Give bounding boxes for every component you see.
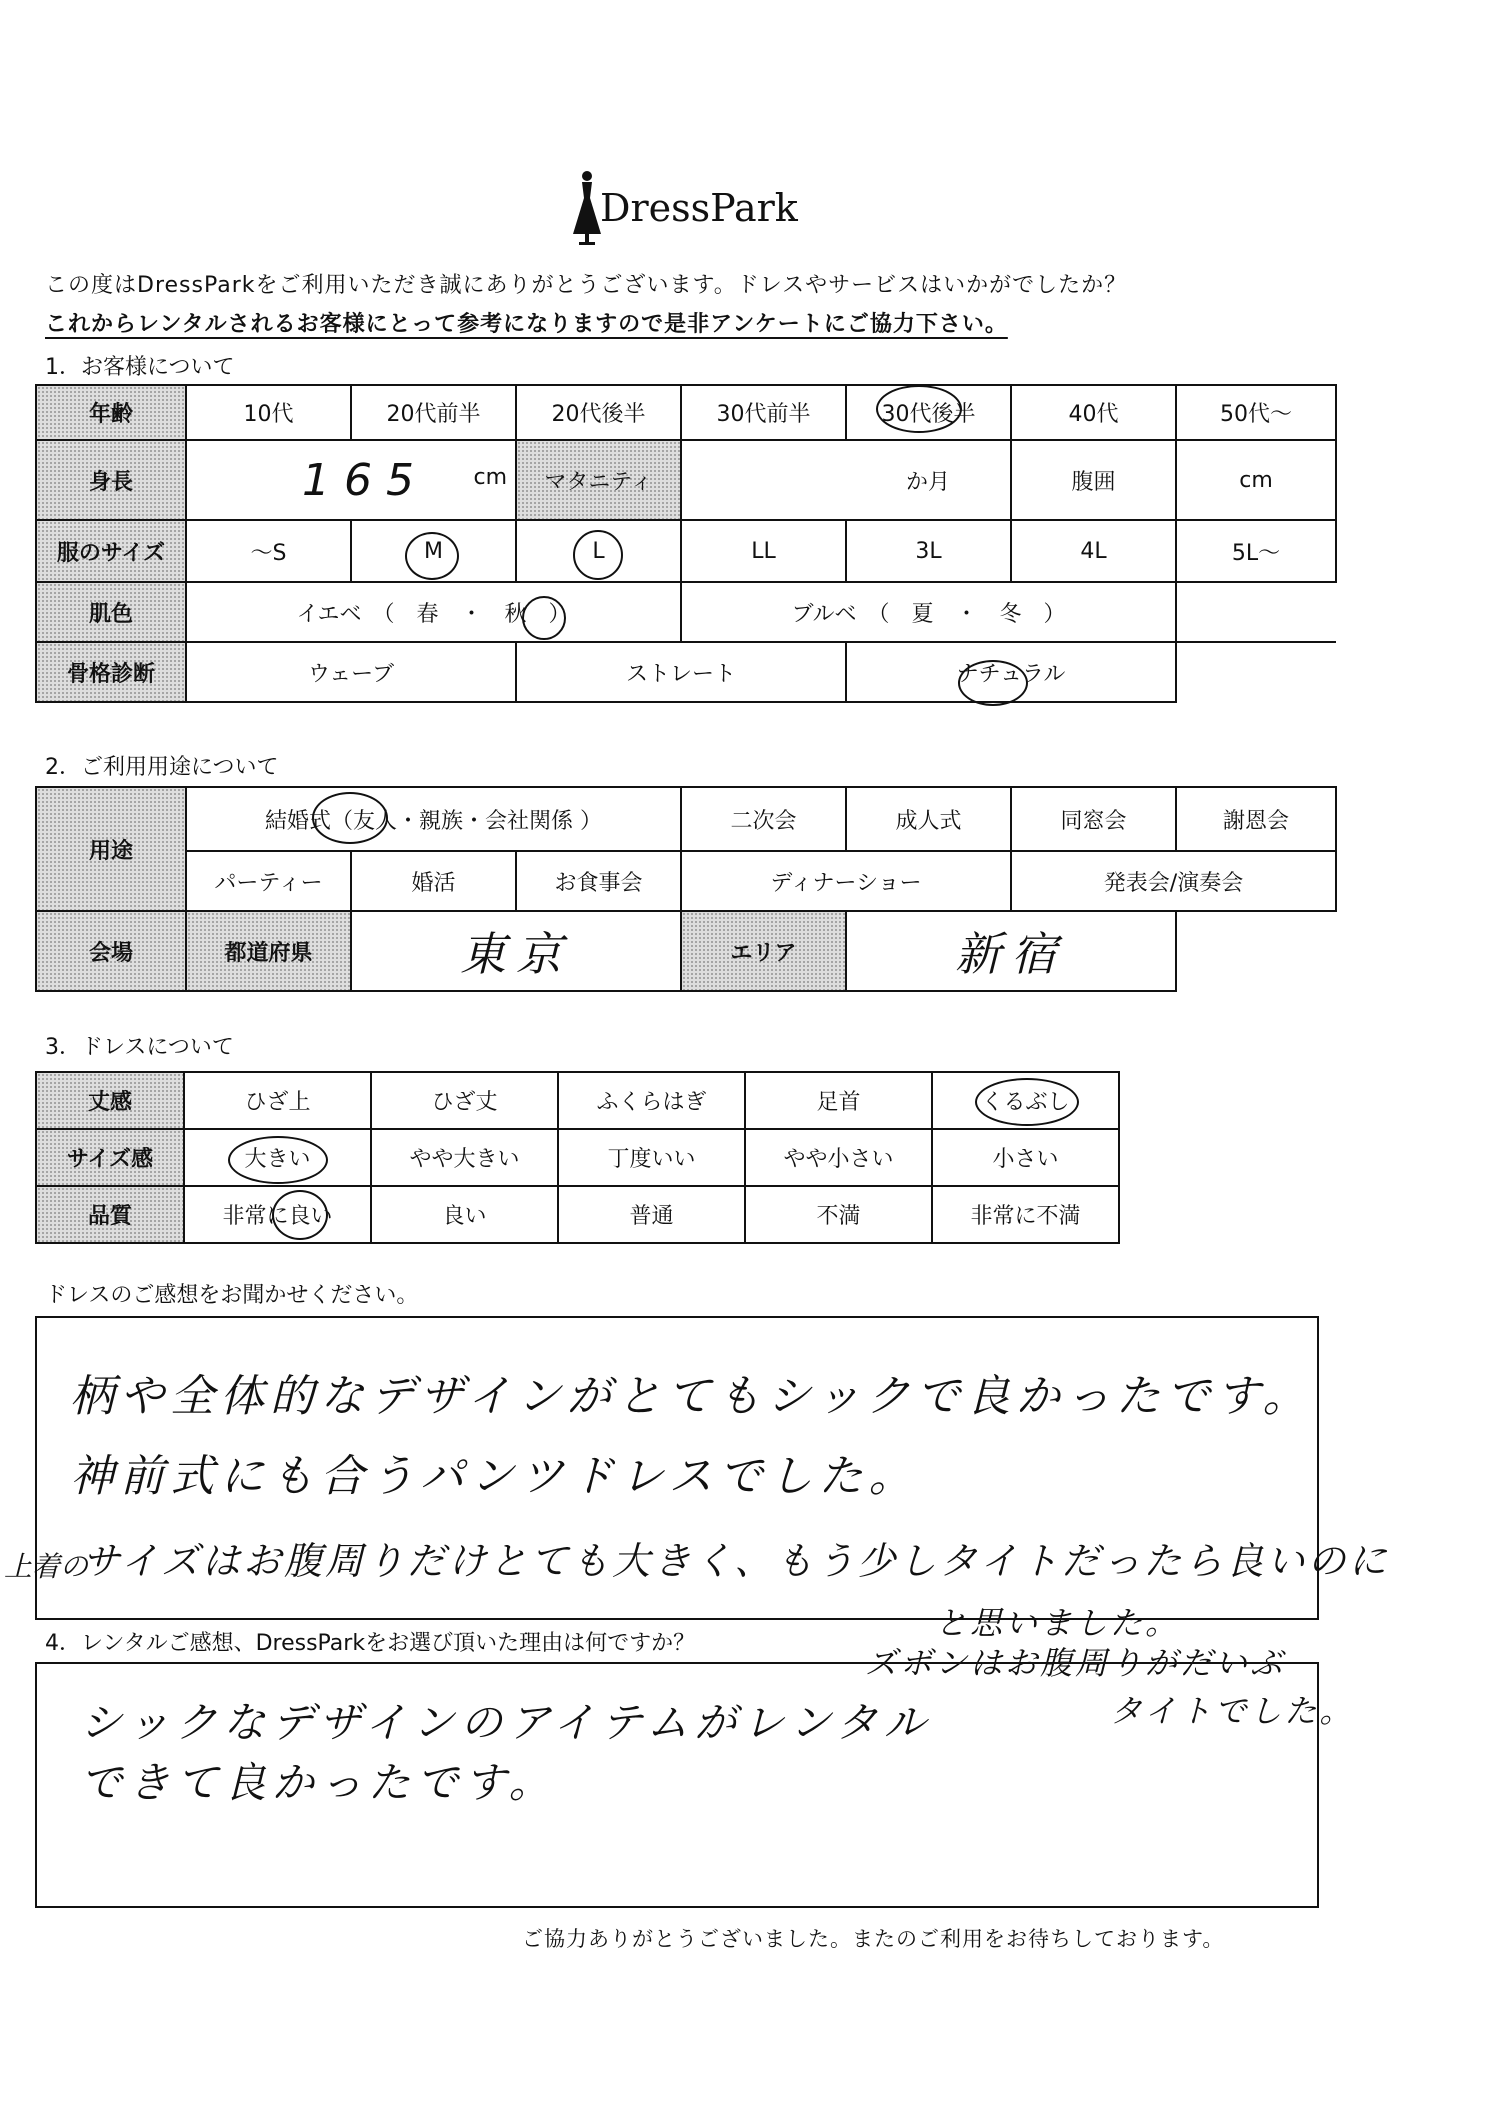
size-m-selection-circle bbox=[405, 532, 459, 580]
impression-line: 神前式にも合うパンツドレスでした。 bbox=[70, 1451, 919, 1502]
quality-option[interactable]: 不満 bbox=[745, 1186, 932, 1243]
age-option[interactable]: 40代 bbox=[1011, 385, 1176, 440]
size-option-selected[interactable]: L bbox=[516, 520, 681, 582]
section3-title: 3．ドレスについて bbox=[45, 1035, 234, 1060]
purpose-option[interactable]: 同窓会 bbox=[1011, 787, 1176, 851]
customer-info-table bbox=[35, 384, 1337, 703]
venue-label: 会場 bbox=[36, 911, 186, 991]
impression-line: ズボンはお腹周りがだいぶ bbox=[865, 1644, 1286, 1682]
maternity-months-field[interactable] bbox=[681, 440, 1011, 520]
size-label: 服のサイズ bbox=[36, 520, 186, 582]
purpose-label: 用途 bbox=[36, 787, 186, 911]
impression-line: サイズはお腹周りだけとても大きく、もう少しタイトだったら良いのに bbox=[82, 1539, 1390, 1583]
age-selection-circle bbox=[876, 385, 962, 433]
fit-option-selected[interactable]: 大きい bbox=[184, 1129, 371, 1186]
purpose-option[interactable]: 成人式 bbox=[846, 787, 1011, 851]
age-label: 年齢 bbox=[36, 385, 186, 440]
skin-label: 肌色 bbox=[36, 582, 186, 642]
impression-line: と思いました。 bbox=[935, 1604, 1181, 1642]
frame-label: 骨格診断 bbox=[36, 642, 186, 702]
quality-option[interactable]: 非常に不満 bbox=[932, 1186, 1119, 1243]
length-option[interactable]: ひざ丈 bbox=[371, 1072, 558, 1129]
length-option-selected[interactable]: くるぶし bbox=[932, 1072, 1119, 1129]
frame-selection-circle bbox=[958, 660, 1028, 706]
yellow-base-option[interactable]: イエベ （ 春 ・ 秋 ） bbox=[186, 582, 681, 642]
purpose-table bbox=[35, 786, 1337, 992]
area-label: エリア bbox=[681, 911, 846, 991]
size-option-selected[interactable]: M bbox=[351, 520, 516, 582]
length-option[interactable]: ふくらはぎ bbox=[558, 1072, 745, 1129]
height-field[interactable] bbox=[186, 440, 516, 520]
height-value: 165 bbox=[302, 455, 428, 506]
height-unit: cm bbox=[473, 465, 507, 490]
age-option-selected[interactable]: 30代後半 bbox=[846, 385, 1011, 440]
section1-title: 1．お客様について bbox=[45, 355, 235, 380]
purpose-option[interactable]: 謝恩会 bbox=[1176, 787, 1336, 851]
blue-base-option[interactable]: ブルベ （ 夏 ・ 冬 ） bbox=[681, 582, 1176, 642]
size-option[interactable]: 5L～ bbox=[1176, 520, 1336, 582]
size-option[interactable]: LL bbox=[681, 520, 846, 582]
age-option[interactable]: 10代 bbox=[186, 385, 351, 440]
fit-option[interactable]: やや大きい bbox=[371, 1129, 558, 1186]
prefecture-field[interactable] bbox=[351, 911, 681, 991]
quality-option-selected[interactable]: 非常に良い bbox=[184, 1186, 371, 1243]
reason-line: シックなデザインのアイテムがレンタル bbox=[80, 1698, 932, 1747]
length-option[interactable]: 足首 bbox=[745, 1072, 932, 1129]
waist-field[interactable] bbox=[1176, 440, 1336, 520]
purpose-option[interactable]: 婚活 bbox=[351, 851, 516, 911]
purpose-option[interactable]: ディナーショー bbox=[681, 851, 1011, 911]
area-value: 新宿 bbox=[955, 927, 1067, 981]
skin-selection-circle bbox=[522, 596, 566, 640]
size-l-selection-circle bbox=[573, 530, 623, 580]
impressions-title: ドレスのご感想をお聞かせください。 bbox=[45, 1283, 419, 1308]
dress-rating-table bbox=[35, 1071, 1120, 1244]
waist-unit: cm bbox=[1239, 467, 1273, 493]
fit-option[interactable]: 丁度いい bbox=[558, 1129, 745, 1186]
waist-label: 腹囲 bbox=[1011, 440, 1176, 520]
fit-option[interactable]: 小さい bbox=[932, 1129, 1119, 1186]
fit-option[interactable]: やや小さい bbox=[745, 1129, 932, 1186]
intro-request-text: これからレンタルされるお客様にとって参考になりますので是非アンケートにご協力下さい。 bbox=[45, 312, 1008, 337]
impression-line: タイトでした。 bbox=[1110, 1692, 1355, 1730]
purpose-option-wedding[interactable]: 結婚式（友人・親族・会社関係 ） bbox=[186, 787, 681, 851]
maternity-label: マタニティ bbox=[516, 440, 681, 520]
frame-option[interactable]: ストレート bbox=[516, 642, 846, 702]
prefecture-label: 都道府県 bbox=[186, 911, 351, 991]
age-option[interactable]: 20代後半 bbox=[516, 385, 681, 440]
purpose-option[interactable]: お食事会 bbox=[516, 851, 681, 911]
frame-option-selected[interactable]: ナチュラル bbox=[846, 642, 1176, 702]
purpose-option[interactable]: 二次会 bbox=[681, 787, 846, 851]
quality-label: 品質 bbox=[36, 1186, 184, 1243]
length-option[interactable]: ひざ上 bbox=[184, 1072, 371, 1129]
length-label: 丈感 bbox=[36, 1072, 184, 1129]
impression-line: 柄や全体的なデザインがとてもシックで良かったです。 bbox=[70, 1371, 1313, 1422]
length-selection-circle bbox=[975, 1078, 1079, 1126]
intro-text: この度はDressParkをご利用いただき誠にありがとうございます。ドレスやサービスはいかがでしたか？ bbox=[45, 273, 1128, 298]
quality-option[interactable]: 良い bbox=[371, 1186, 558, 1243]
fit-label: サイズ感 bbox=[36, 1129, 184, 1186]
brand-name: DressPark bbox=[600, 186, 798, 230]
size-option[interactable]: ～S bbox=[186, 520, 351, 582]
frame-option[interactable]: ウェーブ bbox=[186, 642, 516, 702]
quality-selection-circle bbox=[272, 1190, 328, 1240]
purpose-selection-circle bbox=[312, 792, 388, 844]
size-option[interactable]: 3L bbox=[846, 520, 1011, 582]
quality-option[interactable]: 普通 bbox=[558, 1186, 745, 1243]
age-option[interactable]: 30代前半 bbox=[681, 385, 846, 440]
reason-line: できて良かったです。 bbox=[80, 1758, 557, 1807]
section4-title: 4．レンタルご感想、DressParkをお選び頂いた理由は何ですか？ bbox=[45, 1631, 696, 1656]
size-option[interactable]: 4L bbox=[1011, 520, 1176, 582]
purpose-option[interactable]: パーティー bbox=[186, 851, 351, 911]
age-option[interactable]: 50代～ bbox=[1176, 385, 1336, 440]
height-label: 身長 bbox=[36, 440, 186, 520]
section2-title: 2．ご利用用途について bbox=[45, 755, 279, 780]
thank-you-footer: ご協力ありがとうございました。またのご利用をお待ちしております。 bbox=[522, 1927, 1225, 1951]
impression-margin-note: 上着の bbox=[4, 1550, 89, 1583]
age-option[interactable]: 20代前半 bbox=[351, 385, 516, 440]
month-unit: か月 bbox=[905, 469, 950, 495]
fit-selection-circle bbox=[228, 1136, 328, 1184]
area-field[interactable] bbox=[846, 911, 1176, 991]
prefecture-value: 東京 bbox=[460, 927, 572, 981]
purpose-option[interactable]: 発表会/演奏会 bbox=[1011, 851, 1336, 911]
